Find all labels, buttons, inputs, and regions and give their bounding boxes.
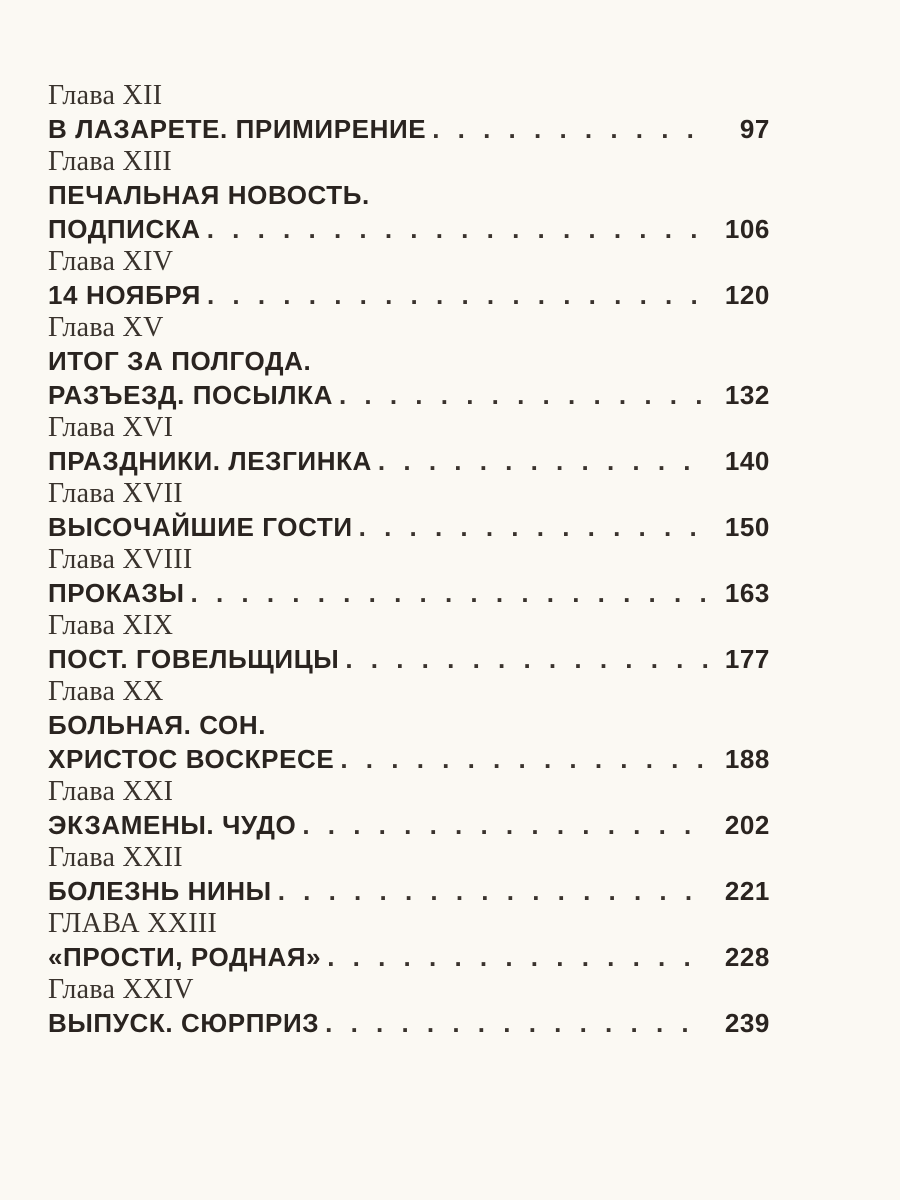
chapter-title-row: [48, 212, 770, 246]
chapter-title: ПРОКАЗЫ: [48, 578, 185, 608]
toc-entry: [48, 544, 770, 610]
chapter-title: «ПРОСТИ, РОДНАЯ»: [48, 942, 322, 972]
page-number: 202: [724, 810, 770, 840]
chapter-title-row: [48, 742, 770, 776]
toc-entry: [48, 146, 770, 246]
chapter-title: ПРАЗДНИКИ. ЛЕЗГИНКА: [48, 446, 372, 476]
toc-entry: [48, 676, 770, 776]
chapter-title: 14 НОЯБРЯ: [48, 280, 201, 310]
chapter-label: Глава XII: [48, 80, 163, 111]
chapter-title-line: ПЕЧАЛЬНАЯ НОВОСТЬ.: [48, 180, 370, 210]
chapter-label: Глава XIII: [48, 146, 172, 177]
page-number: 132: [724, 380, 770, 410]
chapter-label: ГЛАВА XXIII: [48, 908, 218, 939]
chapter-title-row: [48, 576, 770, 610]
chapter-title: ПОДПИСКА: [48, 214, 201, 244]
chapter-title: РАЗЪЕЗД. ПОСЫЛКА: [48, 380, 333, 410]
toc-entry: [48, 974, 770, 1040]
page-number: 163: [724, 578, 770, 608]
chapter-label: Глава XVIII: [48, 544, 193, 575]
dot-leader: [207, 278, 708, 312]
chapter-title-row: [48, 510, 770, 544]
chapter-label: Глава XIX: [48, 610, 174, 641]
chapter-title-row: [48, 940, 770, 974]
page-number: 120: [724, 280, 770, 310]
chapter-title-line: ИТОГ ЗА ПОЛГОДА.: [48, 346, 312, 376]
page-number: 239: [724, 1008, 770, 1038]
chapter-title-row: [48, 642, 770, 676]
dot-leader: [359, 510, 708, 544]
toc-entry: [48, 246, 770, 312]
dot-leader: [325, 1006, 708, 1040]
chapter-title-row: [48, 278, 770, 312]
page-number: 228: [724, 942, 770, 972]
page-number: 140: [724, 446, 770, 476]
dot-leader: [278, 874, 708, 908]
chapter-title-row: [48, 378, 770, 412]
chapter-title: ВЫСОЧАЙШИЕ ГОСТИ: [48, 512, 353, 542]
toc-entry: [48, 478, 770, 544]
chapter-title-row: [48, 444, 770, 478]
dot-leader: [327, 940, 708, 974]
chapter-title-row: [48, 1006, 770, 1040]
dot-leader: [191, 576, 709, 610]
dot-leader: [432, 112, 708, 146]
page-number: 221: [724, 876, 770, 906]
toc-entry: [48, 412, 770, 478]
page-number: 188: [724, 744, 770, 774]
page-number: 177: [724, 644, 770, 674]
dot-leader: [302, 808, 708, 842]
chapter-title: ХРИСТОС ВОСКРЕСЕ: [48, 744, 335, 774]
chapter-title: ВЫПУСК. СЮРПРИЗ: [48, 1008, 320, 1038]
dot-leader: [345, 642, 708, 676]
chapter-title-row: [48, 874, 770, 908]
chapter-title: В ЛАЗАРЕТЕ. ПРИМИРЕНИЕ: [48, 114, 427, 144]
toc-entry: [48, 908, 770, 974]
chapter-title: ЭКЗАМЕНЫ. ЧУДО: [48, 810, 297, 840]
chapter-title-row: [48, 112, 770, 146]
chapter-label: Глава XV: [48, 312, 164, 343]
dot-leader: [339, 378, 708, 412]
chapter-label: Глава XXI: [48, 776, 174, 807]
chapter-label: Глава XXII: [48, 842, 183, 873]
chapter-label: Глава XX: [48, 676, 164, 707]
toc-entry: [48, 80, 770, 146]
dot-leader: [340, 742, 708, 776]
chapter-title-row: [48, 808, 770, 842]
table-of-contents: [48, 80, 770, 1040]
dot-leader: [378, 444, 708, 478]
chapter-label: Глава XIV: [48, 246, 174, 277]
toc-entry: [48, 842, 770, 908]
toc-entry: [48, 312, 770, 412]
chapter-label: Глава XVII: [48, 478, 183, 509]
chapter-label: Глава XXIV: [48, 974, 194, 1005]
toc-entry: [48, 776, 770, 842]
page-number: 150: [724, 512, 770, 542]
chapter-title: БОЛЕЗНЬ НИНЫ: [48, 876, 272, 906]
chapter-title-line: БОЛЬНАЯ. СОН.: [48, 710, 267, 740]
chapter-label: Глава XVI: [48, 412, 174, 443]
dot-leader: [207, 212, 708, 246]
toc-entry: [48, 610, 770, 676]
page-number: 97: [739, 114, 770, 144]
page-number: 106: [724, 214, 770, 244]
chapter-title: ПОСТ. ГОВЕЛЬЩИЦЫ: [48, 644, 340, 674]
